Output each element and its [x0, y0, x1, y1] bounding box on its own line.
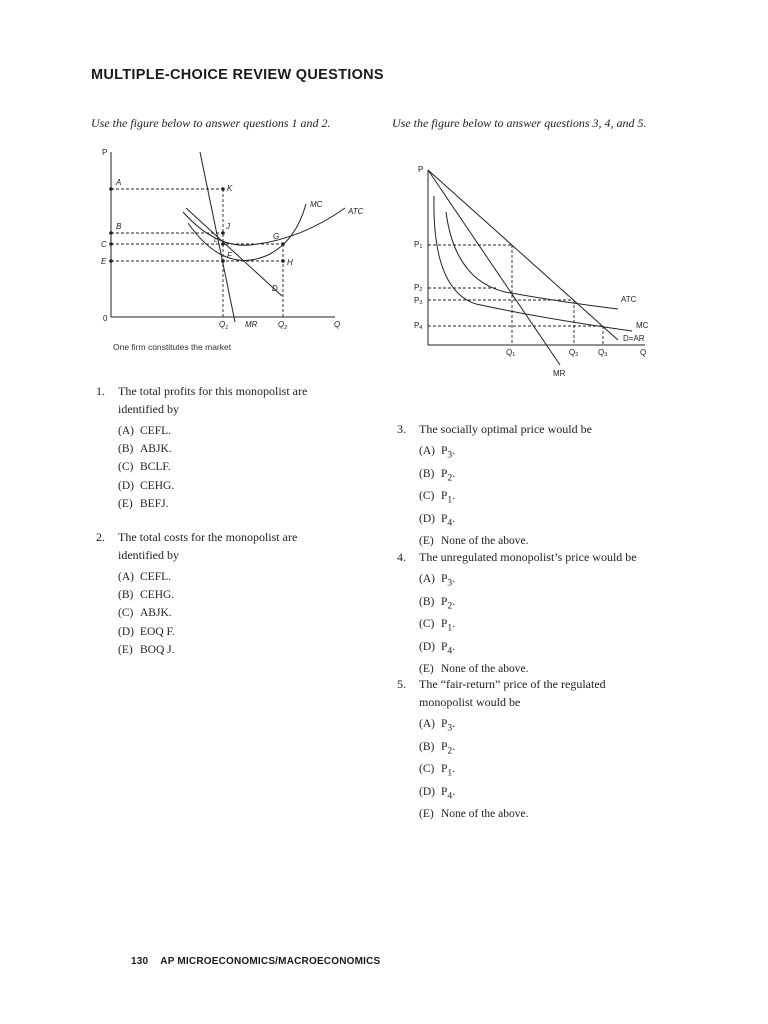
fig1-point-j	[221, 231, 225, 235]
option-letter: (E)	[419, 535, 434, 547]
option-letter: (B)	[419, 595, 435, 608]
option-text: P	[441, 718, 448, 730]
fig1-q-label: Q	[334, 320, 341, 329]
fig2-q-label: Q	[640, 348, 647, 357]
option-letter: (B)	[419, 467, 435, 480]
question-stem-line: The total costs for the monopolist are	[118, 530, 298, 544]
option-letter: (B)	[118, 589, 134, 602]
answer-option[interactable]	[118, 458, 366, 476]
option-period: .	[452, 785, 456, 798]
fig1-p-label: P	[102, 148, 108, 157]
option-subscript: 2	[447, 599, 453, 611]
option-letter: (B)	[419, 740, 435, 753]
option-letter: (C)	[419, 618, 435, 630]
fig2-label-p4: P4	[414, 321, 423, 331]
answer-option[interactable]	[118, 586, 366, 604]
option-text: None of the above.	[441, 808, 529, 820]
option-letter: (E)	[118, 497, 133, 510]
fig1-label-q2: $Q_2$	[278, 320, 288, 331]
option-letter: (C)	[419, 763, 435, 775]
fig1-label-c: C	[101, 240, 107, 249]
fig2-label-atc: ATC	[621, 295, 637, 304]
answer-option[interactable]	[118, 440, 366, 458]
fig1-label-mc: MC	[310, 200, 323, 209]
answer-option[interactable]	[419, 615, 697, 638]
fig1-point-b	[109, 231, 113, 235]
fig1-point-c	[109, 242, 113, 246]
option-text: EOQ F.	[140, 625, 175, 638]
option-text: P	[441, 467, 448, 480]
option-text: P	[441, 763, 448, 775]
fig2-label-p3: P3	[414, 296, 423, 306]
option-subscript: 1	[447, 622, 453, 634]
figure1-instructions: Use the figure below to answer questions 1 and 2.	[91, 116, 331, 130]
fig1-label-b: B	[116, 222, 122, 231]
fig2-label-q1: Q1	[506, 348, 516, 358]
option-text: P	[441, 573, 448, 585]
option-letter: (A)	[118, 425, 134, 437]
question-number: 3.	[397, 422, 406, 436]
question-3	[397, 420, 687, 550]
fig2-demand-curve	[428, 170, 618, 340]
page-footer	[131, 956, 380, 967]
fig1-label-l: L	[214, 237, 218, 244]
answer-option[interactable]	[419, 783, 687, 806]
question-stem-line: The unregulated monopolist’s price would be	[419, 550, 637, 564]
fig1-label-atc: ATC	[348, 207, 364, 216]
answer-option[interactable]	[419, 487, 687, 510]
answer-option[interactable]	[118, 641, 366, 659]
option-subscript: 1	[447, 494, 453, 506]
option-text: P	[441, 445, 448, 457]
fig2-atc-curve	[446, 212, 618, 309]
answer-option[interactable]	[419, 638, 697, 661]
option-period: .	[452, 618, 456, 630]
answer-option[interactable]	[118, 623, 366, 641]
option-letter: (A)	[419, 573, 435, 585]
option-period: .	[452, 740, 456, 753]
answer-option[interactable]	[419, 570, 697, 593]
option-text: BCLF.	[140, 461, 171, 474]
option-text: P	[441, 740, 448, 753]
option-text: P	[441, 618, 448, 630]
option-letter: (D)	[419, 640, 435, 653]
figure2-instructions: Use the figure below to answer questions 3, 4, and 5.	[392, 116, 647, 130]
question-stem-line: The total profits for this monopolist are	[118, 384, 308, 398]
answer-option[interactable]	[118, 568, 366, 586]
question-stem-line: monopolist would be	[419, 695, 521, 709]
option-letter: (C)	[118, 607, 134, 620]
fig1-label-h: H	[287, 258, 293, 267]
option-text: P	[441, 595, 448, 608]
option-letter: (A)	[419, 718, 435, 730]
option-text: BOQ J.	[140, 643, 175, 656]
option-period: .	[452, 490, 456, 502]
option-letter: (E)	[118, 643, 133, 656]
option-period: .	[452, 763, 456, 775]
option-subscript: 1	[447, 767, 453, 779]
fig1-point-l	[221, 242, 225, 246]
option-letter: (B)	[118, 443, 134, 456]
option-letter: (C)	[419, 490, 435, 502]
option-subscript: 3	[447, 577, 453, 589]
fig2-label-q3: Q3	[598, 348, 608, 358]
option-period: .	[452, 718, 456, 730]
fig1-label-j: J	[226, 222, 230, 231]
option-letter: (A)	[118, 571, 134, 583]
option-text: CEFL.	[140, 571, 171, 583]
fig1-point-e	[109, 259, 113, 263]
option-subscript: 3	[447, 449, 453, 461]
fig1-label-f: F	[227, 251, 232, 260]
page-number: 130	[131, 956, 149, 967]
fig1-label-k: K	[227, 184, 233, 193]
question-number: 2.	[96, 530, 105, 544]
option-text: ABJK.	[140, 443, 172, 456]
figure1-caption: One firm constitutes the market	[113, 342, 232, 352]
book-title: AP MICROECONOMICS/MACROECONOMICS	[160, 956, 381, 967]
option-period: .	[452, 445, 456, 457]
option-letter: (A)	[419, 445, 435, 457]
option-text: CEFL.	[140, 425, 171, 437]
fig1-label-d: D	[272, 284, 278, 293]
option-letter: (D)	[118, 479, 134, 492]
question-number: 1.	[96, 384, 105, 398]
option-text: P	[441, 640, 448, 653]
option-subscript: 4	[447, 516, 453, 528]
fig1-label-q1: $Q_1$	[219, 320, 229, 331]
answer-option[interactable]	[419, 715, 687, 738]
answer-option[interactable]	[419, 805, 687, 823]
option-letter: (E)	[419, 808, 434, 820]
fig1-point-f	[221, 259, 225, 263]
option-text: CEHG.	[140, 589, 175, 602]
section-heading: MULTIPLE-CHOICE REVIEW QUESTIONS	[91, 67, 384, 83]
fig2-label-mr: MR	[553, 369, 566, 378]
option-period: .	[452, 640, 456, 653]
option-text: BEFJ.	[140, 497, 169, 510]
option-letter: (C)	[118, 461, 134, 474]
answer-option[interactable]	[118, 604, 366, 622]
option-text: P	[441, 490, 448, 502]
question-number: 5.	[397, 677, 406, 691]
fig2-p-label: P	[418, 165, 424, 174]
fig2-label-mc: MC	[636, 321, 649, 330]
option-subscript: 3	[447, 722, 453, 734]
option-letter: (D)	[118, 625, 134, 638]
option-text: P	[441, 512, 448, 525]
option-text: ABJK.	[140, 607, 172, 620]
question-2	[96, 528, 366, 659]
question-stem-line: The “fair-return” price of the regulated	[419, 677, 606, 691]
option-period: .	[452, 467, 456, 480]
option-letter: (E)	[419, 663, 434, 675]
figure1-monopoly-graph	[90, 140, 364, 340]
option-subscript: 4	[447, 789, 453, 801]
fig1-point-k	[221, 187, 225, 191]
fig1-point-g	[281, 242, 285, 246]
answer-option[interactable]	[118, 477, 366, 495]
option-subscript: 2	[447, 471, 453, 483]
fig2-label-p1: P1	[414, 240, 423, 250]
fig1-label-e: E	[101, 257, 107, 266]
option-letter: (D)	[419, 785, 435, 798]
option-period: .	[452, 595, 456, 608]
fig1-point-h	[281, 259, 285, 263]
figure2-monopoly-graph	[405, 158, 660, 383]
fig1-label-a: A	[116, 178, 122, 187]
answer-option[interactable]	[419, 442, 687, 465]
question-1	[96, 382, 366, 513]
option-text: P	[441, 785, 448, 798]
fig1-point-a	[109, 187, 113, 191]
question-4	[397, 548, 697, 678]
fig1-label-g: G	[273, 232, 280, 241]
fig1-origin-label: 0	[103, 314, 108, 323]
fig2-mr-curve	[428, 170, 560, 365]
answer-option[interactable]	[419, 760, 687, 783]
question-number: 4.	[397, 550, 406, 564]
option-text: None of the above.	[441, 535, 529, 547]
option-text: CEHG.	[140, 479, 175, 492]
fig1-label-mr: MR	[245, 320, 258, 329]
question-stem-line: identified by	[118, 402, 179, 416]
option-period: .	[452, 512, 456, 525]
fig2-label-q2: Q2	[569, 348, 579, 358]
answer-option[interactable]	[419, 738, 687, 761]
question-5	[397, 675, 687, 823]
option-period: .	[452, 573, 456, 585]
question-stem-line: The socially optimal price would be	[419, 422, 592, 436]
answer-option[interactable]	[118, 495, 366, 513]
option-subscript: 2	[447, 744, 453, 756]
option-subscript: 4	[447, 644, 453, 656]
fig1-atc-curve	[183, 208, 345, 245]
fig2-label-d-ar: D=AR	[623, 334, 645, 343]
answer-option[interactable]	[419, 510, 687, 533]
option-letter: (D)	[419, 512, 435, 525]
answer-option[interactable]	[419, 593, 697, 616]
fig2-label-p2: P2	[414, 283, 423, 293]
question-stem-line: identified by	[118, 548, 179, 562]
option-text: None of the above.	[441, 663, 529, 675]
answer-option[interactable]	[118, 422, 366, 440]
fig1-demand-curve	[186, 208, 282, 296]
answer-option[interactable]	[419, 465, 687, 488]
